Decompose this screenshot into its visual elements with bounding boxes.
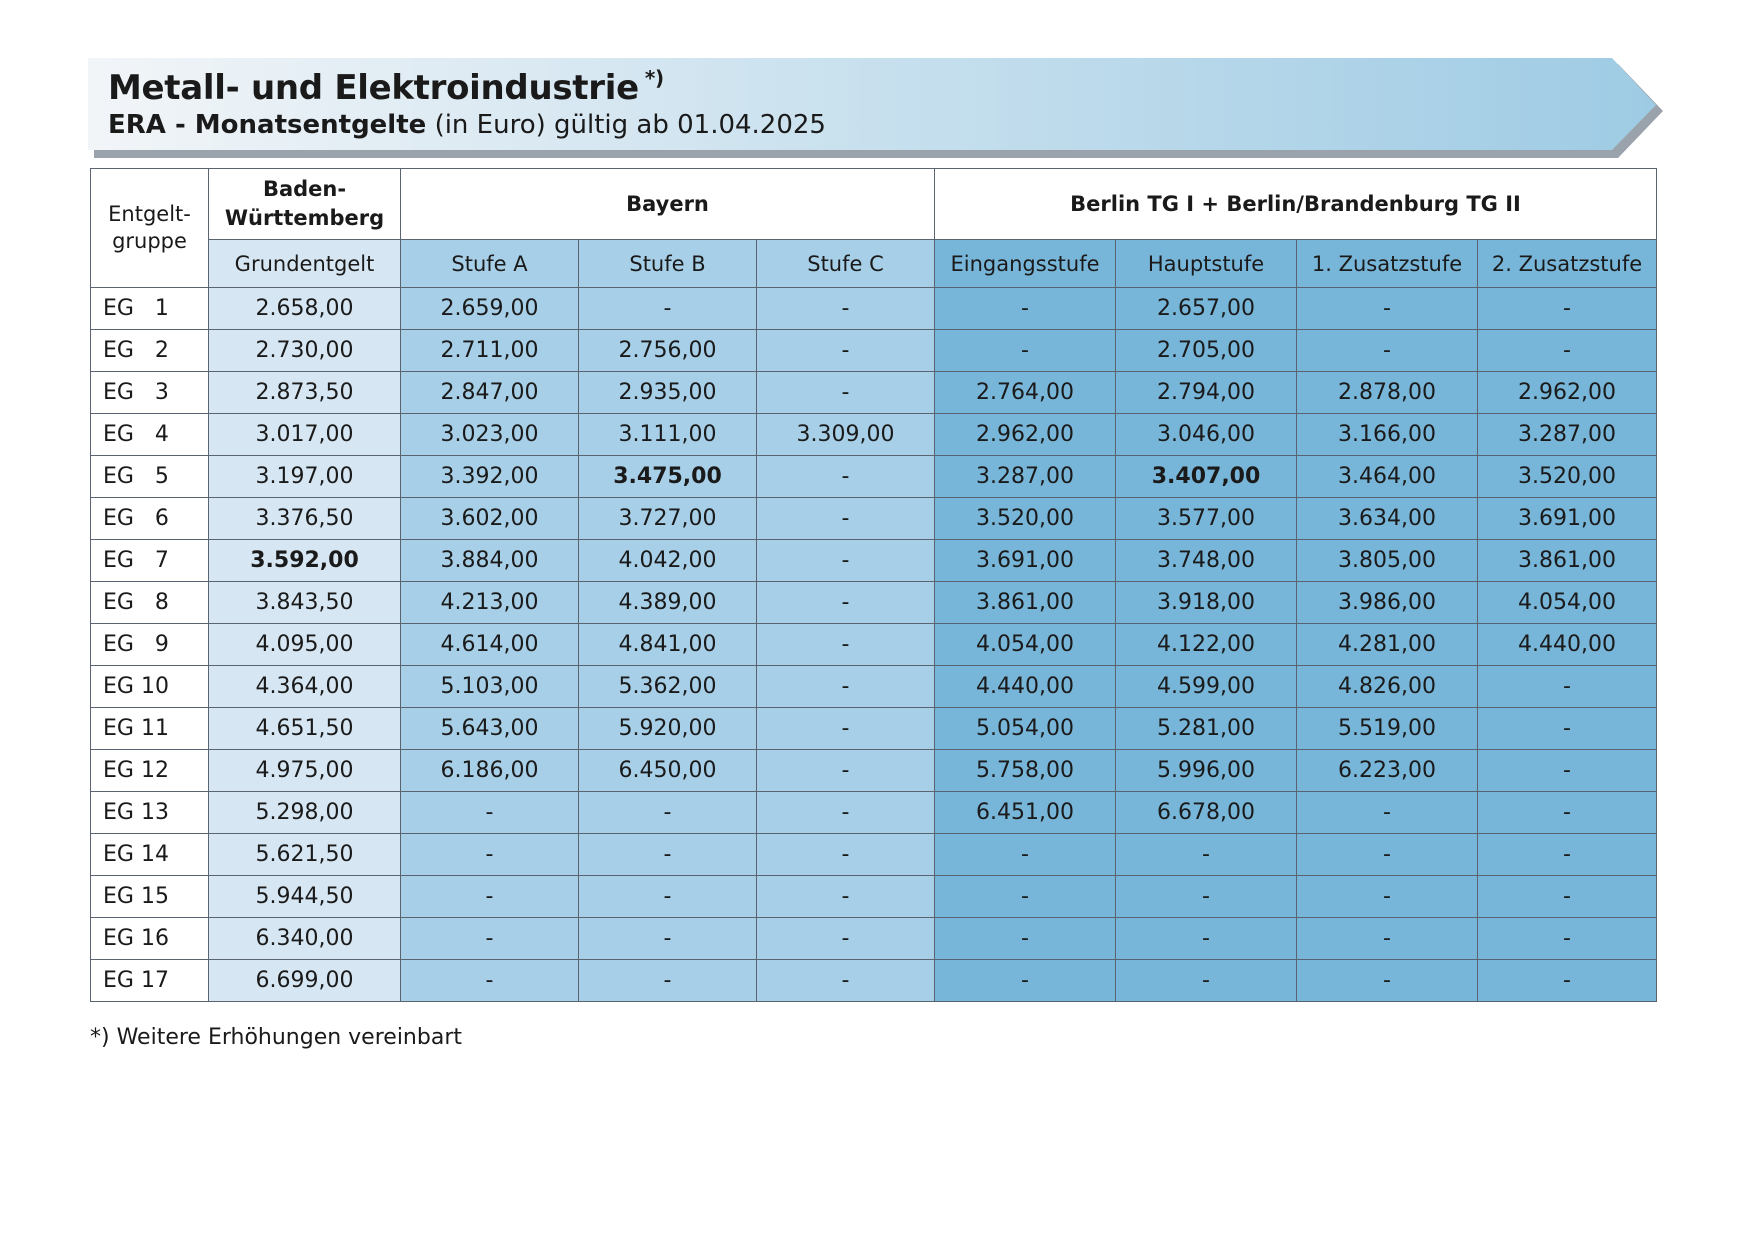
eg-label: EG 13 (91, 792, 209, 834)
table-cell: 3.727,00 (579, 498, 757, 540)
eg-label: EG 3 (91, 372, 209, 414)
table-cell: - (1297, 918, 1478, 960)
table-cell: 4.042,00 (579, 540, 757, 582)
table-cell: - (757, 498, 935, 540)
table-cell: - (579, 288, 757, 330)
page-title (108, 66, 664, 108)
eg-label: EG 4 (91, 414, 209, 456)
table-cell: 5.944,50 (209, 876, 401, 918)
table-cell: 4.841,00 (579, 624, 757, 666)
header-stufe-c: Stufe C (757, 240, 935, 288)
table-cell: - (579, 960, 757, 1002)
table-cell: 3.376,50 (209, 498, 401, 540)
table-cell: 2.659,00 (401, 288, 579, 330)
table-cell: 4.054,00 (935, 624, 1116, 666)
header-row-levels (91, 240, 1657, 288)
table-cell: - (935, 876, 1116, 918)
table-cell: 2.962,00 (935, 414, 1116, 456)
table-cell: 3.407,00 (1116, 456, 1297, 498)
table-cell: 3.577,00 (1116, 498, 1297, 540)
table-cell: - (1297, 876, 1478, 918)
table-cell: 5.103,00 (401, 666, 579, 708)
table-cell: 5.758,00 (935, 750, 1116, 792)
table-cell: 2.711,00 (401, 330, 579, 372)
table-row (91, 498, 1657, 540)
table-cell: - (1297, 288, 1478, 330)
table-cell: 6.186,00 (401, 750, 579, 792)
table-cell: 3.691,00 (1478, 498, 1657, 540)
table-row (91, 918, 1657, 960)
table-cell: 3.634,00 (1297, 498, 1478, 540)
title-text: Metall- und Elektroindustrie (108, 68, 639, 108)
table-cell: 3.884,00 (401, 540, 579, 582)
table-cell: 3.309,00 (757, 414, 935, 456)
eg-label: EG 11 (91, 708, 209, 750)
table-cell: - (1478, 792, 1657, 834)
table-cell: - (757, 918, 935, 960)
header-bw-label: Baden-Württemberg (224, 177, 385, 230)
table-cell: 3.464,00 (1297, 456, 1478, 498)
table-cell: 5.996,00 (1116, 750, 1297, 792)
table-row (91, 834, 1657, 876)
table-cell: 2.962,00 (1478, 372, 1657, 414)
table-cell: 2.847,00 (401, 372, 579, 414)
table-cell: - (757, 372, 935, 414)
header-baden-wuerttemberg (209, 169, 401, 240)
table-cell: 3.520,00 (1478, 456, 1657, 498)
table-cell: - (579, 918, 757, 960)
table-cell: 2.730,00 (209, 330, 401, 372)
table-body (91, 288, 1657, 1002)
table-cell: - (579, 876, 757, 918)
table-row (91, 372, 1657, 414)
table-cell: 3.748,00 (1116, 540, 1297, 582)
table-cell: 3.111,00 (579, 414, 757, 456)
table-cell: 5.362,00 (579, 666, 757, 708)
eg-label: EG 15 (91, 876, 209, 918)
table-cell: 6.450,00 (579, 750, 757, 792)
table-cell: 3.861,00 (1478, 540, 1657, 582)
table-row (91, 330, 1657, 372)
eg-label: EG 2 (91, 330, 209, 372)
table-cell: 4.440,00 (935, 666, 1116, 708)
table-cell: - (1478, 876, 1657, 918)
eg-label: EG 8 (91, 582, 209, 624)
table-row (91, 582, 1657, 624)
table-cell: 3.287,00 (1478, 414, 1657, 456)
eg-label: EG 6 (91, 498, 209, 540)
table-cell: - (1297, 834, 1478, 876)
table-cell: 3.017,00 (209, 414, 401, 456)
page-subtitle (108, 110, 826, 140)
table-cell: 3.392,00 (401, 456, 579, 498)
table-cell: - (757, 708, 935, 750)
table-row (91, 414, 1657, 456)
eg-label: EG 1 (91, 288, 209, 330)
table-row (91, 540, 1657, 582)
header-stufe-b: Stufe B (579, 240, 757, 288)
table-cell: - (757, 750, 935, 792)
table-cell: 4.440,00 (1478, 624, 1657, 666)
table-cell: - (1116, 918, 1297, 960)
table-cell: - (757, 624, 935, 666)
footnote: *) Weitere Erhöhungen vereinbart (90, 1025, 462, 1050)
table-cell: 4.389,00 (579, 582, 757, 624)
table-cell: - (401, 918, 579, 960)
table-cell: 2.657,00 (1116, 288, 1297, 330)
table-cell: 4.281,00 (1297, 624, 1478, 666)
table-cell: 3.843,50 (209, 582, 401, 624)
salary-table (90, 168, 1657, 1002)
table-row (91, 876, 1657, 918)
header-eingangsstufe: Eingangsstufe (935, 240, 1116, 288)
eg-label: EG 9 (91, 624, 209, 666)
eg-label: EG 17 (91, 960, 209, 1002)
table-cell: 2.756,00 (579, 330, 757, 372)
table-cell: - (757, 582, 935, 624)
table-cell: - (401, 876, 579, 918)
table-cell: 3.023,00 (401, 414, 579, 456)
table-cell: - (935, 330, 1116, 372)
header-grundentgelt: Grundentgelt (209, 240, 401, 288)
table-cell: 3.861,00 (935, 582, 1116, 624)
table-cell: 3.520,00 (935, 498, 1116, 540)
table-cell: 6.699,00 (209, 960, 401, 1002)
table-row (91, 288, 1657, 330)
table-cell: 3.046,00 (1116, 414, 1297, 456)
table-cell: - (579, 792, 757, 834)
table-row (91, 708, 1657, 750)
header-hauptstufe: Hauptstufe (1116, 240, 1297, 288)
table-cell: 5.621,50 (209, 834, 401, 876)
header-bayern: Bayern (401, 169, 935, 240)
table-cell: 4.122,00 (1116, 624, 1297, 666)
table-cell: 5.054,00 (935, 708, 1116, 750)
header-entgeltgruppe-label: Entgelt-gruppe (108, 202, 191, 253)
table-cell: 2.794,00 (1116, 372, 1297, 414)
table-cell: 2.878,00 (1297, 372, 1478, 414)
header-row-regions (91, 169, 1657, 240)
table-cell: 4.095,00 (209, 624, 401, 666)
table-row (91, 792, 1657, 834)
table-cell: 5.281,00 (1116, 708, 1297, 750)
table-cell: 2.935,00 (579, 372, 757, 414)
header-stufe-a: Stufe A (401, 240, 579, 288)
table-cell: 2.705,00 (1116, 330, 1297, 372)
table-cell: 3.602,00 (401, 498, 579, 540)
table-cell: - (757, 834, 935, 876)
table-cell: 5.298,00 (209, 792, 401, 834)
table-cell: 2.658,00 (209, 288, 401, 330)
table-cell: - (1297, 330, 1478, 372)
table-cell: - (935, 288, 1116, 330)
table-cell: 5.519,00 (1297, 708, 1478, 750)
table-cell: - (757, 960, 935, 1002)
table-cell: - (935, 918, 1116, 960)
table-cell: 4.364,00 (209, 666, 401, 708)
table-cell: 4.651,50 (209, 708, 401, 750)
table-cell: - (757, 456, 935, 498)
table-cell: - (1297, 792, 1478, 834)
eg-label: EG 14 (91, 834, 209, 876)
table-cell: 6.678,00 (1116, 792, 1297, 834)
header-berlin-brandenburg: Berlin TG I + Berlin/Brandenburg TG II (935, 169, 1657, 240)
table-cell: 6.340,00 (209, 918, 401, 960)
table-cell: - (1478, 708, 1657, 750)
eg-label: EG 10 (91, 666, 209, 708)
table-cell: - (579, 834, 757, 876)
table-cell: 3.691,00 (935, 540, 1116, 582)
table-cell: 3.918,00 (1116, 582, 1297, 624)
table-cell: 4.826,00 (1297, 666, 1478, 708)
table-cell: - (1478, 834, 1657, 876)
table-cell: - (1478, 960, 1657, 1002)
table-cell: - (757, 792, 935, 834)
header-2-zusatzstufe: 2. Zusatzstufe (1478, 240, 1657, 288)
eg-label: EG 7 (91, 540, 209, 582)
table-cell: 3.805,00 (1297, 540, 1478, 582)
table-cell: 4.975,00 (209, 750, 401, 792)
table-cell: - (757, 288, 935, 330)
table-cell: - (757, 330, 935, 372)
table-cell: 6.451,00 (935, 792, 1116, 834)
header-entgeltgruppe (91, 169, 209, 288)
table-cell: - (1478, 666, 1657, 708)
table-cell: - (757, 540, 935, 582)
table-cell: 3.986,00 (1297, 582, 1478, 624)
table-cell: 4.599,00 (1116, 666, 1297, 708)
table-cell: 2.764,00 (935, 372, 1116, 414)
table-row (91, 750, 1657, 792)
table-cell: 4.614,00 (401, 624, 579, 666)
table-cell: 3.197,00 (209, 456, 401, 498)
subtitle-bold: ERA - Monatsentgelte (108, 110, 427, 140)
title-footnote-mark: *) (644, 66, 664, 90)
table-cell: 3.475,00 (579, 456, 757, 498)
table-cell: - (935, 960, 1116, 1002)
table-cell: - (401, 792, 579, 834)
table-cell: - (757, 876, 935, 918)
table-cell: - (401, 960, 579, 1002)
table-row (91, 456, 1657, 498)
eg-label: EG 12 (91, 750, 209, 792)
table-cell: - (1116, 960, 1297, 1002)
table-cell: 3.166,00 (1297, 414, 1478, 456)
table-cell: - (757, 666, 935, 708)
table-cell: - (1297, 960, 1478, 1002)
table-cell: - (401, 834, 579, 876)
table-cell: 4.213,00 (401, 582, 579, 624)
table-row (91, 666, 1657, 708)
table-cell: - (1478, 918, 1657, 960)
table-cell: - (1478, 330, 1657, 372)
subtitle-rest: (in Euro) gültig ab 01.04.2025 (434, 110, 826, 140)
table-cell: - (1478, 288, 1657, 330)
table-cell: 2.873,50 (209, 372, 401, 414)
table-cell: 3.287,00 (935, 456, 1116, 498)
table-row (91, 960, 1657, 1002)
table-cell: - (1478, 750, 1657, 792)
table-cell: - (935, 834, 1116, 876)
eg-label: EG 5 (91, 456, 209, 498)
table-cell: 6.223,00 (1297, 750, 1478, 792)
header-1-zusatzstufe: 1. Zusatzstufe (1297, 240, 1478, 288)
table-cell: - (1116, 876, 1297, 918)
table-row (91, 624, 1657, 666)
table-cell: 5.920,00 (579, 708, 757, 750)
table-cell: - (1116, 834, 1297, 876)
table-cell: 3.592,00 (209, 540, 401, 582)
eg-label: EG 16 (91, 918, 209, 960)
table-cell: 4.054,00 (1478, 582, 1657, 624)
table-cell: 5.643,00 (401, 708, 579, 750)
